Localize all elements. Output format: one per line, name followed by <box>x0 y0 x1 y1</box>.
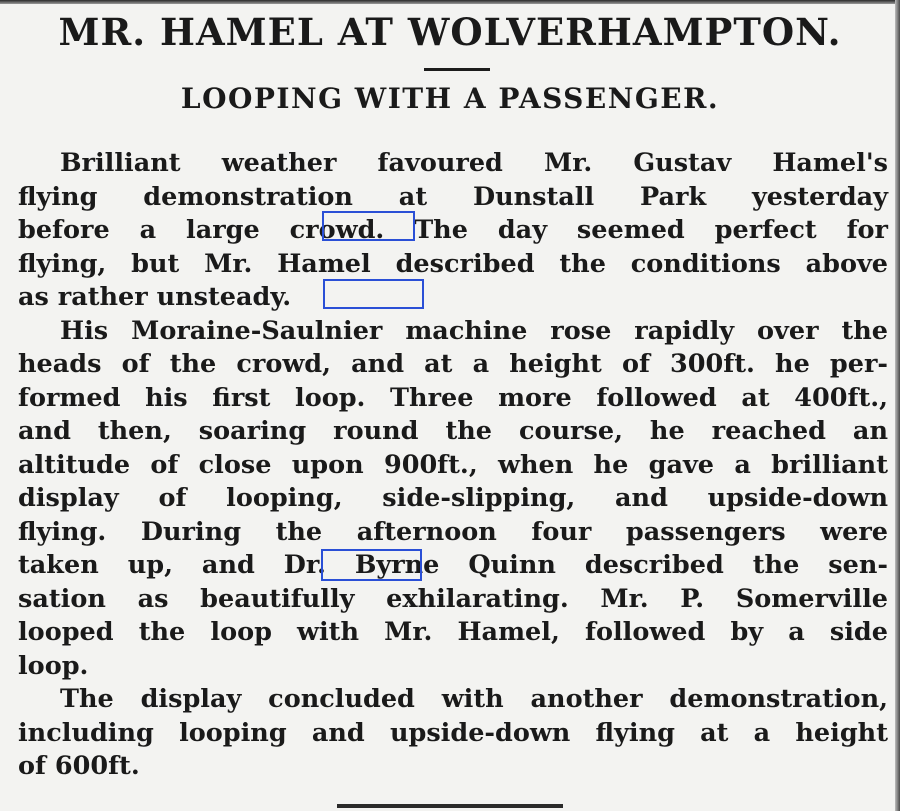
article-line: and then, soaring round the course, he reached an <box>18 416 888 446</box>
annotation-box[interactable] <box>322 211 415 241</box>
annotation-box[interactable] <box>321 549 422 581</box>
scan-edge-top <box>0 0 900 4</box>
article-line: taken up, and Dr. Byrne Quinn described the sen- <box>18 550 888 580</box>
article-line: Brilliant weather favoured Mr. Gustav Hamel's <box>60 148 888 178</box>
article-line: His Moraine-Saulnier machine rose rapidly over the <box>60 315 888 346</box>
article-line: display of looping, side-slipping, and upside-down <box>18 483 888 513</box>
article-line: of 600ft. <box>18 751 140 781</box>
article-line: heads of the crowd, and at a height of 300ft. he per- <box>18 349 888 379</box>
article-line: looped the loop with Mr. Hamel, followed by a side <box>18 617 888 647</box>
article-line: loop. <box>18 650 89 681</box>
headline: MR. HAMEL AT WOLVERHAMPTON. <box>58 10 842 54</box>
headline-divider <box>424 68 490 71</box>
article-line: as rather unsteady. <box>18 282 292 312</box>
article-line: sation as beautifully exhilarating. Mr. P. Somerville <box>18 583 888 614</box>
annotation-box[interactable] <box>323 279 424 309</box>
article-line: flying. During the afternoon four passengers were <box>18 516 888 547</box>
article-line: altitude of close upon 900ft., when he gave a brilliant <box>18 449 888 480</box>
article-line: formed his first loop. Three more followed at 400ft., <box>18 382 888 413</box>
scan-edge-right <box>895 0 900 811</box>
article-line: flying, but Mr. Hamel described the conditions above <box>18 248 888 279</box>
article-line: The display concluded with another demonstration, <box>60 684 888 714</box>
article-body <box>18 147 888 784</box>
bottom-divider <box>337 804 563 808</box>
article-line: flying demonstration at Dunstall Park yesterday <box>18 181 888 212</box>
subheadline: LOOPING WITH A PASSENGER. <box>180 82 720 115</box>
article-line: before a large crowd. The day seemed perfect for <box>18 215 888 245</box>
article-line: including looping and upside-down flying at a height <box>18 717 888 748</box>
